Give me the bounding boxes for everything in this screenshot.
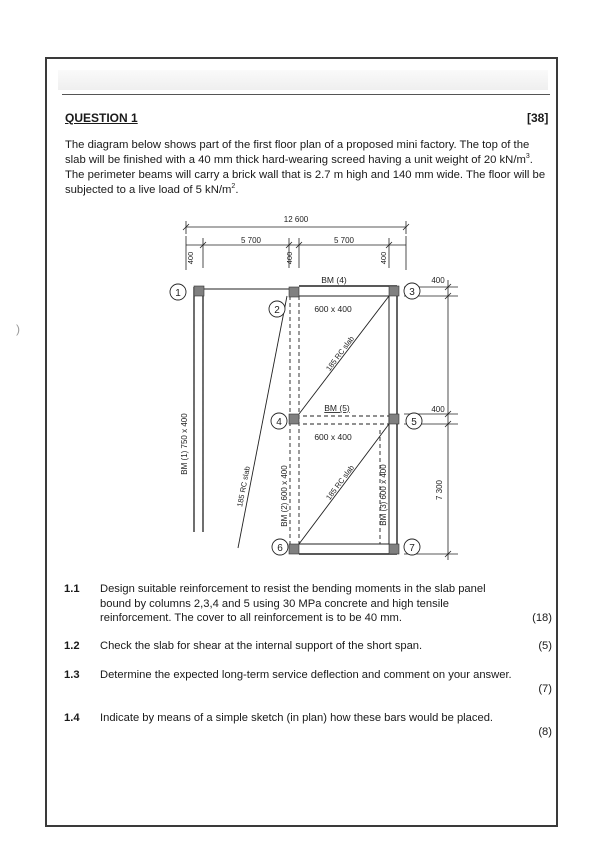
item-number: 1.4 bbox=[64, 712, 80, 724]
column-6 bbox=[289, 544, 299, 554]
question-item-1-4 bbox=[64, 711, 554, 741]
column-2 bbox=[289, 287, 299, 297]
column-5 bbox=[389, 414, 399, 424]
item-text: Indicate by means of a simple sketch (in plan) how these bars would be placed. bbox=[100, 712, 494, 724]
intro-part-2: . The perimeter beams will carry a brick wall that is 2.7 m high and 140 mm wide. The floor will be subjected to a live load of 5 kN/m bbox=[65, 154, 546, 196]
beam-label-left: BM (1) 750 x 400 bbox=[180, 413, 189, 475]
header-rule bbox=[62, 94, 550, 95]
item-number: 1.1 bbox=[64, 583, 80, 595]
question-marks: [38] bbox=[527, 111, 549, 125]
column-label-1: 1 bbox=[175, 288, 181, 299]
column-1 bbox=[194, 286, 204, 296]
item-number: 1.3 bbox=[64, 669, 80, 681]
column-7 bbox=[389, 544, 399, 554]
column-label-2: 2 bbox=[274, 305, 280, 316]
item-marks: (18) bbox=[532, 612, 552, 624]
item-text: Determine the expected long-term service deflection and comment on your answer. bbox=[100, 669, 512, 681]
item-marks: (5) bbox=[538, 640, 552, 652]
dim-right-top: 400 bbox=[431, 276, 445, 285]
beam-label-mid: BM (5) bbox=[324, 403, 350, 413]
dim-col-width-mid: 400 bbox=[285, 251, 294, 265]
dim-col-width-right: 400 bbox=[379, 251, 388, 265]
question-item-1-2 bbox=[64, 639, 554, 655]
column-3 bbox=[389, 286, 399, 296]
intro-sup-2: 2 bbox=[231, 183, 236, 191]
intro-sup-1: 3 bbox=[525, 153, 530, 161]
slab-label-upper: 185 RC slab bbox=[323, 334, 357, 373]
slab-diagonals bbox=[238, 296, 389, 548]
beam-label-2: BM (2) 600 x 400 bbox=[280, 465, 289, 527]
intro-part-3: . bbox=[235, 184, 239, 196]
item-text: Design suitable reinforcement to resist the bending moments in the slab panel bound by columns 2,3,4 and 5 using 30 MPa concrete and high tensile reinforcement. The cover to all reinforcement is to be 40 mm. bbox=[100, 583, 486, 624]
dim-right-span: 5 700 bbox=[333, 236, 355, 245]
item-number: 1.2 bbox=[64, 640, 80, 652]
dim-right-mid: 400 bbox=[431, 405, 445, 414]
item-text: Check the slab for shear at the internal support of the short span. bbox=[100, 640, 423, 652]
beam-label-top: BM (4) bbox=[321, 275, 347, 285]
column-label-5: 5 bbox=[411, 417, 417, 428]
column-label-6: 6 bbox=[277, 543, 283, 554]
question-item-1-3 bbox=[64, 668, 554, 698]
slab-label-left: 185 RC slab bbox=[235, 465, 252, 508]
slab-label-lower: 185 RC slab bbox=[323, 463, 357, 502]
dim-left-span: 5 700 bbox=[240, 236, 262, 245]
column-label-7: 7 bbox=[409, 543, 415, 554]
slab-size-lower: 600 x 400 bbox=[314, 432, 352, 442]
question-item-1-1 bbox=[64, 582, 554, 626]
dim-total: 12 600 bbox=[283, 215, 309, 224]
slab-size-upper: 600 x 400 bbox=[314, 304, 352, 314]
columns bbox=[194, 286, 399, 554]
item-marks: (7) bbox=[538, 683, 552, 695]
top-dimensions bbox=[183, 221, 409, 270]
margin-mark: ) bbox=[16, 322, 20, 336]
column-label-4: 4 bbox=[276, 417, 282, 428]
floor-plan-diagram bbox=[160, 208, 470, 568]
dim-height: 7 300 bbox=[435, 479, 444, 501]
header-strip bbox=[58, 70, 548, 90]
beam-label-3: BM (3) 600 x 400 bbox=[379, 464, 388, 526]
item-marks: (8) bbox=[538, 726, 552, 738]
question-intro bbox=[65, 138, 551, 198]
dim-col-width-left: 400 bbox=[186, 251, 195, 265]
column-4 bbox=[289, 414, 299, 424]
column-label-3: 3 bbox=[409, 287, 415, 298]
intro-part-1: The diagram below shows part of the first floor plan of a proposed mini factory. The top of the slab will be finished with a 40 mm thick hard-wearing screed having a unit weight of 20 kN/m bbox=[65, 139, 530, 166]
question-title: QUESTION 1 bbox=[65, 111, 138, 125]
